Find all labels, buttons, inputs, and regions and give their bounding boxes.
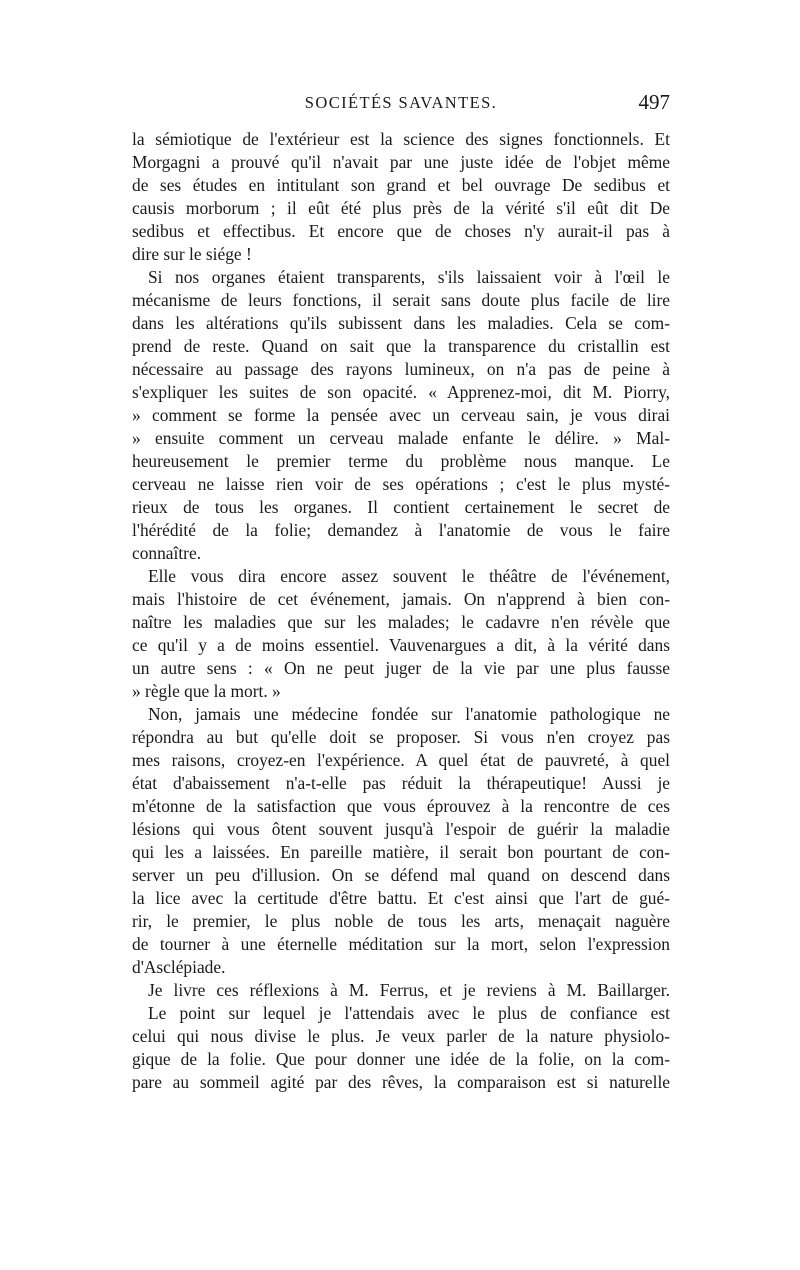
text-line: la sémiotique de l'extérieur est la science des signes fonctionnels. Et bbox=[132, 129, 670, 149]
text-line: rir, le premier, le plus noble de tous les arts, menaçait naguère bbox=[132, 911, 670, 931]
text-line: Elle vous dira encore assez souvent le théâtre de l'événement, bbox=[148, 566, 670, 586]
text-line: dans les altérations qu'ils subissent dans les maladies. Cela se com- bbox=[132, 313, 670, 333]
text-line: mécanisme de leurs fonctions, il serait sans doute plus facile de lire bbox=[132, 290, 670, 310]
text-line: nécessaire au passage des rayons lumineux, on n'a pas de peine à bbox=[132, 359, 670, 379]
text-line: pare au sommeil agité par des rêves, la comparaison est si naturelle bbox=[132, 1072, 670, 1092]
text-line: mes raisons, croyez-en l'expérience. A quel état de pauvreté, à quel bbox=[132, 750, 670, 770]
text-line: de ses études en intitulant son grand et bel ouvrage De sedibus et bbox=[132, 175, 670, 195]
text-line: un autre sens : « On ne peut juger de la vie par une plus fausse bbox=[132, 658, 670, 678]
text-line: server un peu d'illusion. On se défend mal quand on descend dans bbox=[132, 865, 670, 885]
text-line: cerveau ne laisse rien voir de ses opérations ; c'est le plus mysté- bbox=[132, 474, 670, 494]
text-line: Le point sur lequel je l'attendais avec le plus de confiance est bbox=[148, 1003, 670, 1023]
text-line: dire sur le siége ! bbox=[132, 244, 252, 264]
text-line: Si nos organes étaient transparents, s'ils laissaient voir à l'œil le bbox=[148, 267, 670, 287]
text-line: m'étonne de la satisfaction que vous éprouvez à la rencontre de ces bbox=[132, 796, 670, 816]
text-line: état d'abaissement n'a-t-elle pas réduit la thérapeutique! Aussi je bbox=[132, 773, 670, 793]
text-line: la lice avec la certitude d'être battu. Et c'est ainsi que l'art de gué- bbox=[132, 888, 670, 908]
text-line: heureusement le premier terme du problème nous manque. Le bbox=[132, 451, 670, 471]
page-header bbox=[132, 90, 670, 120]
text-line: Je livre ces réflexions à M. Ferrus, et je reviens à M. Baillarger. bbox=[148, 980, 670, 1000]
text-line: » comment se forme la pensée avec un cerveau sain, je vous dirai bbox=[132, 405, 670, 425]
text-line: » règle que la mort. » bbox=[132, 681, 281, 701]
text-line: répondra au but qu'elle doit se proposer. Si vous n'en croyez pas bbox=[132, 727, 670, 747]
text-line: lésions qui vous ôtent souvent jusqu'à l'espoir de guérir la maladie bbox=[132, 819, 670, 839]
text-line: » ensuite comment un cerveau malade enfante le délire. » Mal- bbox=[132, 428, 670, 448]
running-head: SOCIÉTÉS SAVANTES. bbox=[304, 93, 498, 112]
text-line: connaître. bbox=[132, 543, 202, 563]
text-line: prend de reste. Quand on sait que la transparence du cristallin est bbox=[132, 336, 670, 356]
text-line: de tourner à une éternelle méditation sur la mort, selon l'expression bbox=[132, 934, 670, 954]
text-line: celui qui nous divise le plus. Je veux parler de la nature physiolo- bbox=[132, 1026, 670, 1046]
text-line: gique de la folie. Que pour donner une idée de la folie, on la com- bbox=[132, 1049, 670, 1069]
text-line: Non, jamais une médecine fondée sur l'anatomie pathologique ne bbox=[148, 704, 670, 724]
text-line: qui les a laissées. En pareille matière, il serait bon pourtant de con- bbox=[132, 842, 670, 862]
page-number: 497 bbox=[638, 90, 670, 114]
text-line: mais l'histoire de cet événement, jamais. On n'apprend à bien con- bbox=[132, 589, 670, 609]
text-line: s'expliquer les suites de son opacité. « Apprenez-moi, dit M. Piorry, bbox=[132, 382, 670, 402]
text-line: d'Asclépiade. bbox=[132, 957, 226, 977]
text-line: naître les maladies que sur les malades; le cadavre n'en révèle que bbox=[132, 612, 670, 632]
text-line: l'hérédité de la folie; demandez à l'anatomie de vous le faire bbox=[132, 520, 670, 540]
text-line: rieux de tous les organes. Il contient certainement le secret de bbox=[132, 497, 670, 517]
text-line: Morgagni a prouvé qu'il n'avait par une juste idée de l'objet même bbox=[132, 152, 670, 172]
body-text bbox=[132, 128, 670, 1094]
text-line: ce qu'il y a de moins essentiel. Vauvenargues a dit, à la vérité dans bbox=[132, 635, 670, 655]
text-line: causis morborum ; il eût été plus près de la vérité s'il eût dit De bbox=[132, 198, 670, 218]
text-line: sedibus et effectibus. Et encore que de choses n'y aurait-il pas à bbox=[132, 221, 670, 241]
